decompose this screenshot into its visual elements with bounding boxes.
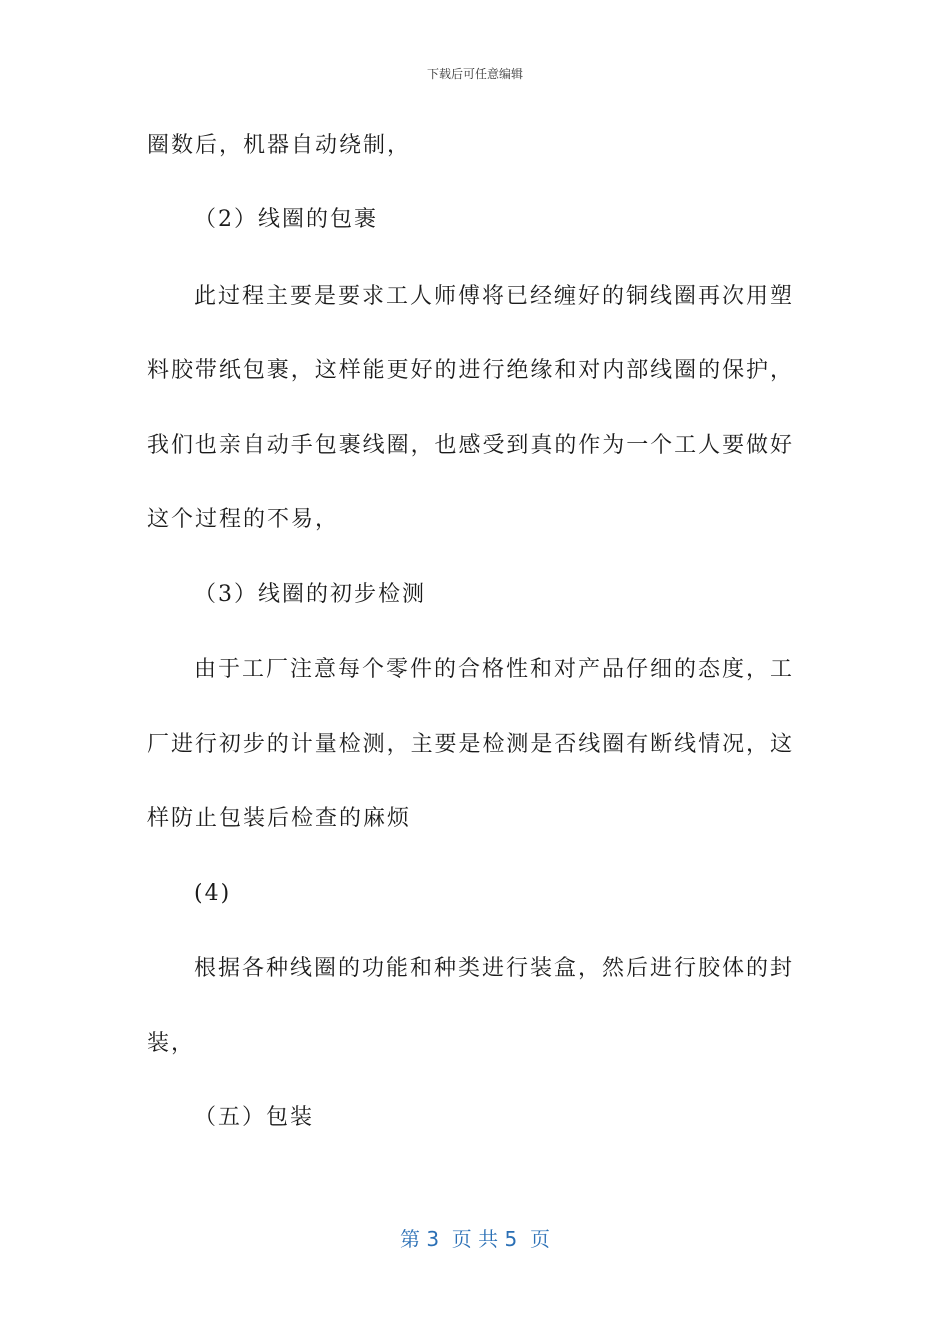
section-heading-packaging: （五）包装 xyxy=(194,1105,315,1130)
section-heading-initial-inspection: （3）线圈的初步检测 xyxy=(194,582,426,607)
page-number-footer: 第 3 页 共 5 页 xyxy=(400,1227,550,1251)
paragraph-line: 这个过程的不易， xyxy=(147,507,340,532)
paragraph-line: 样防止包装后检查的麻烦 xyxy=(147,806,412,831)
page-header: 下载后可任意编辑 xyxy=(426,67,523,81)
section-heading-step-4: (4) xyxy=(194,881,232,906)
paragraph-line: 装， xyxy=(147,1031,196,1056)
paragraph-line: 此过程主要是要求工人师傅将已经缠好的铜线圈再次用塑 xyxy=(194,284,792,309)
paragraph-line: 由于工厂注意每个零件的合格性和对产品仔细的态度，工 xyxy=(194,657,792,682)
section-heading-coil-wrapping: （2）线圈的包裹 xyxy=(194,207,378,232)
paragraph-line: 圈数后，机器自动绕制， xyxy=(147,133,412,158)
paragraph-line: 我们也亲自动手包裹线圈，也感受到真的作为一个工人要做好 xyxy=(147,433,792,458)
paragraph-line: 厂进行初步的计量检测，主要是检测是否线圈有断线情况，这 xyxy=(147,732,792,757)
paragraph-line: 根据各种线圈的功能和种类进行装盒，然后进行胶体的封 xyxy=(194,956,792,981)
paragraph-line: 料胶带纸包裹，这样能更好的进行绝缘和对内部线圈的保护， xyxy=(147,358,792,383)
